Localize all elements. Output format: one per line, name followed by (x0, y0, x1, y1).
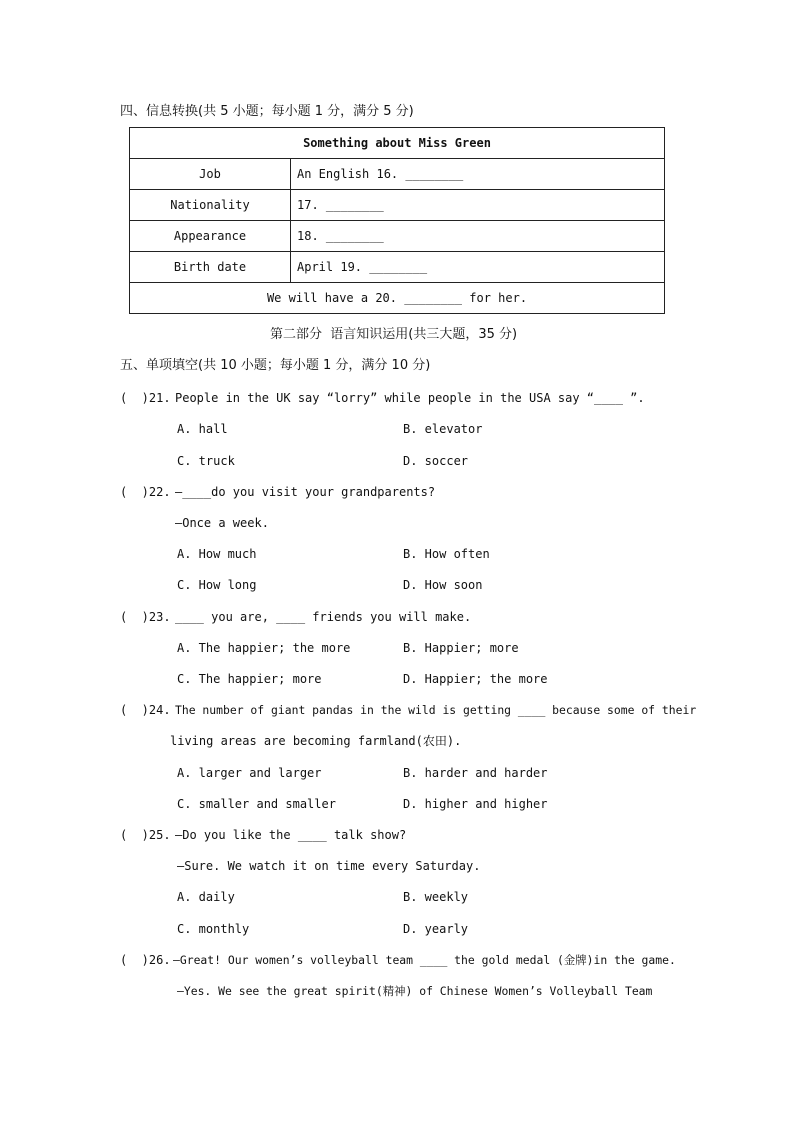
table-row-value: April 19. ________ (291, 252, 665, 283)
option-b: B. Happier; more (403, 641, 519, 655)
table-row-label: Appearance (130, 221, 291, 252)
option-a: A. hall (177, 422, 228, 436)
option-a: A. The happier; the more (177, 641, 351, 655)
table-row-value: 18. ________ (291, 221, 665, 252)
table-footer: We will have a 20. ________ for her. (130, 283, 665, 314)
question-number: ( )24. (120, 703, 171, 717)
option-a: A. daily (177, 890, 235, 904)
option-a: A. How much (177, 547, 257, 561)
option-c: C. The happier; more (177, 672, 322, 686)
table-row (130, 221, 665, 252)
option-d: D. yearly (403, 922, 469, 936)
option-c: C. truck (177, 454, 235, 468)
question-number: ( )25. (120, 828, 171, 842)
table-row-label: Nationality (130, 190, 291, 221)
part2-heading: 第二部分 语言知识运用(共三大题，35 分) (270, 327, 518, 342)
question-number: ( )26. (120, 953, 171, 967)
option-c: C. monthly (177, 922, 250, 936)
table-title: Something about Miss Green (130, 128, 665, 159)
table-row-value: 17. ________ (291, 190, 665, 221)
option-d: D. higher and higher (403, 797, 548, 811)
question-text: The number of giant pandas in the wild is getting ____ because some of their (175, 703, 697, 717)
option-d: D. How soon (403, 578, 483, 592)
question-text: People in the UK say “lorry” while people in the USA say “____ ”. (175, 391, 645, 405)
table-row-label: Job (130, 159, 291, 190)
question-number: ( )22. (120, 485, 171, 499)
question-number: ( )23. (120, 610, 171, 624)
section4-heading: 四、信息转换(共 5 小题；每小题 1 分，满分 5 分) (120, 104, 414, 119)
table-row (130, 252, 665, 283)
table-row (130, 190, 665, 221)
option-c: C. smaller and smaller (177, 797, 336, 811)
info-table (129, 127, 665, 314)
question-text: —Once a week. (175, 516, 269, 530)
table-row (130, 159, 665, 190)
question-text: ____ you are, ____ friends you will make. (175, 610, 472, 624)
option-d: D. soccer (403, 454, 469, 468)
option-d: D. Happier; the more (403, 672, 548, 686)
question-text: living areas are becoming farmland(农田). (170, 734, 462, 748)
section5-heading: 五、单项填空(共 10 小题；每小题 1 分，满分 10 分) (120, 358, 431, 373)
question-text: —Yes. We see the great spirit(精神) of Chinese Women’s Volleyball Team (177, 984, 653, 998)
option-b: B. weekly (403, 890, 469, 904)
question-text: —Do you like the ____ talk show? (175, 828, 407, 842)
table-row-label: Birth date (130, 252, 291, 283)
option-c: C. How long (177, 578, 257, 592)
option-b: B. harder and harder (403, 766, 548, 780)
question-number: ( )21. (120, 391, 171, 405)
option-a: A. larger and larger (177, 766, 322, 780)
question-text: —Great! Our women’s volleyball team ____ the gold medal (金牌)in the game. (173, 953, 676, 967)
table-row-value: An English 16. ________ (291, 159, 665, 190)
question-text: —____do you visit your grandparents? (175, 485, 436, 499)
option-b: B. elevator (403, 422, 483, 436)
question-text: —Sure. We watch it on time every Saturday. (177, 859, 481, 873)
option-b: B. How often (403, 547, 490, 561)
